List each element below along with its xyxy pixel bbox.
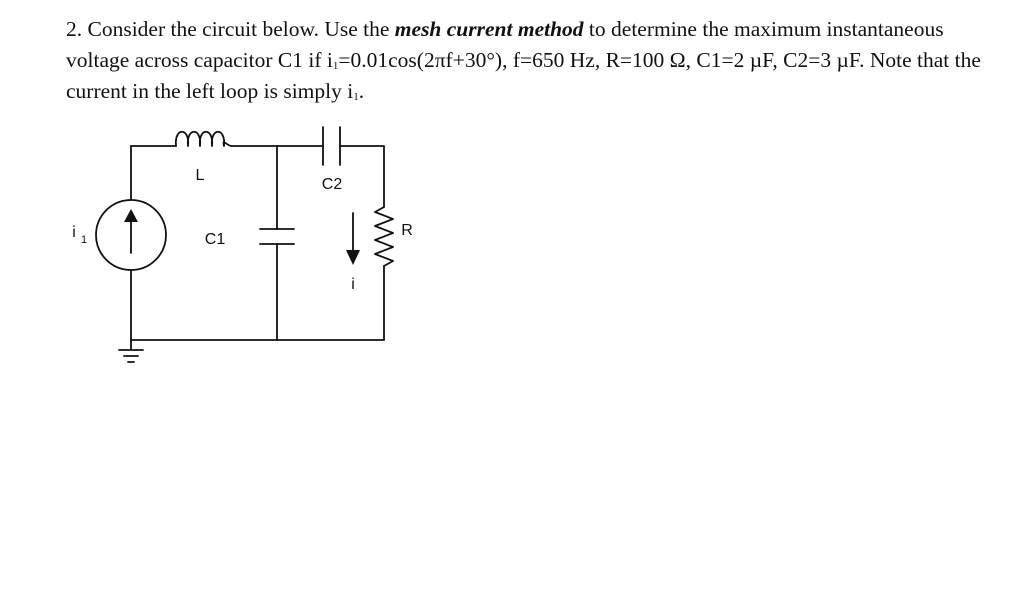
source-label: i [72,224,76,241]
top-wire-right [340,146,384,207]
resistor-label: R [401,222,413,239]
problem-intro: Consider the circuit below. Use the [87,17,390,41]
source-label-subscript: 1 [80,234,88,246]
method-emphasis: mesh current method [394,17,584,41]
capacitor-c2-symbol [323,127,340,165]
inductor-label: L [195,167,205,184]
source-subscript: 1 [332,60,339,72]
capacitor-c1-symbol [260,229,294,244]
loop-current-label: i [351,276,355,293]
problem-number: 2. [66,17,83,41]
problem-text-part2: =0.01cos(2πf+30°), f=650 Hz, R=100 Ω, C1=2 µF, C2=3 µF. Note that the current in the left loop is simply i [66,48,981,103]
problem-text-part1: to determine the maximum instantaneous voltage across capacitor C1 if i [66,17,944,72]
capacitor-c1-label: C1 [204,231,226,248]
resistor-symbol [375,207,393,266]
capacitor-c2-label: C2 [321,176,343,193]
current-arrow-head [346,250,360,265]
loop-current-subscript: 1 [353,91,359,103]
inductor-symbol [176,132,232,146]
ground-symbol [119,340,143,362]
problem-end: . [358,79,365,103]
